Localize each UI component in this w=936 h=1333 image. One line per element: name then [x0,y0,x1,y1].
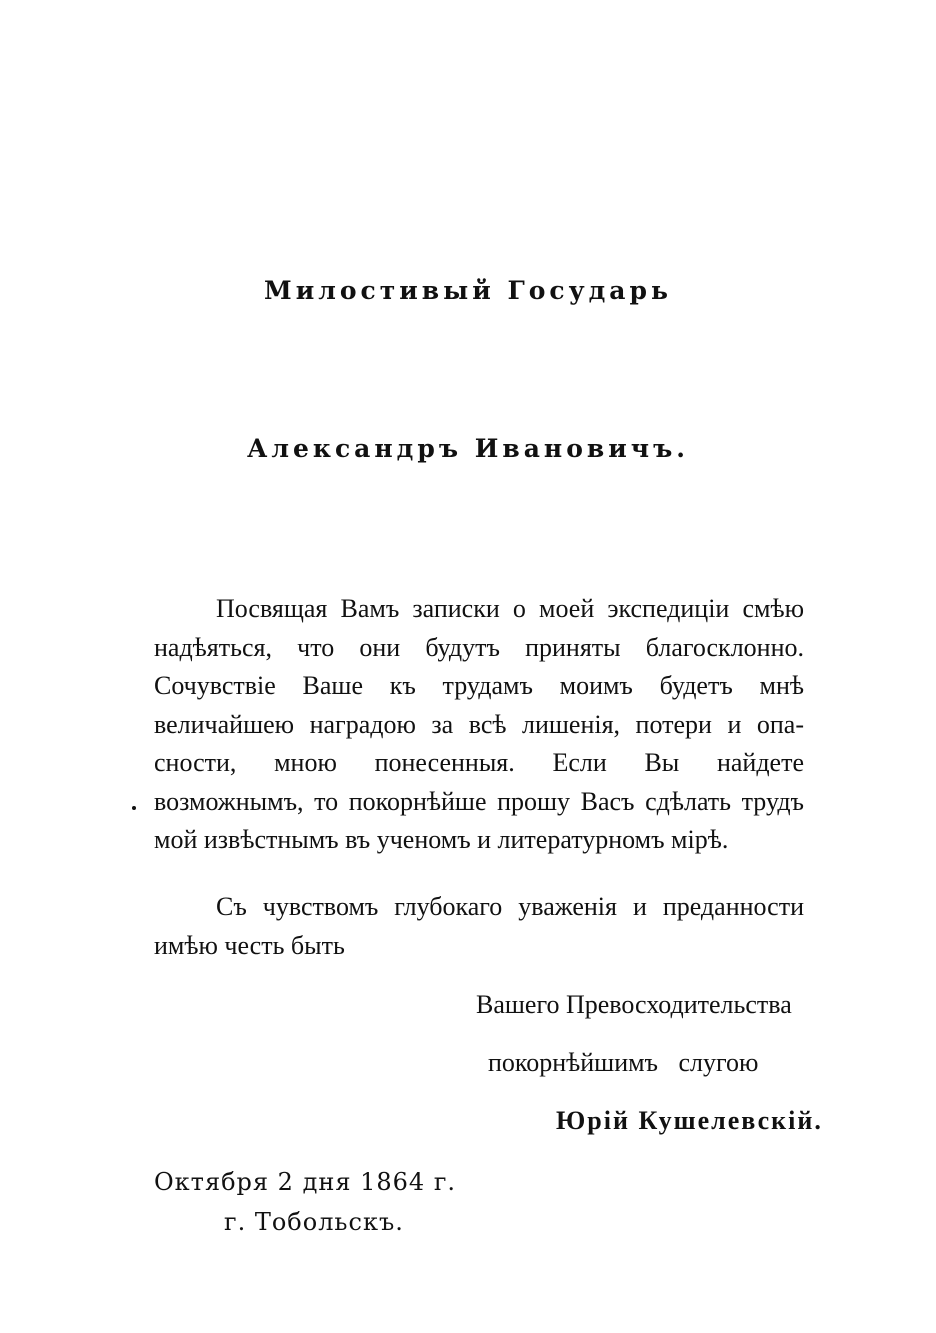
salutation-title: Милостивый Государь [264,276,672,305]
respect-paragraph [154,888,804,965]
closing-title: Вашего Превосходительства [476,990,792,1019]
signature: Юрій Кушелевскій. [556,1106,823,1135]
salutation-name: Александръ Ивановичъ. [247,434,689,463]
closing-servant: покорнѣйшимъ слугою [488,1048,759,1077]
dedication-paragraph [154,590,804,860]
print-speck [132,806,136,810]
date-line: Октября 2 дня 1864 г. [154,1168,457,1196]
respect-paragraph-text: Съ чувствомъ глубокаго уваженія и преданности имѣю честь быть [154,892,804,960]
place-line: г. Тобольскъ. [224,1208,404,1236]
dedication-paragraph-text: Посвящая Вамъ записки о моей экспедиціи смѣю надѣяться, что они будутъ приняты благосклонно. Сочувствіе Ваше къ трудамъ моимъ будетъ мнѣ величайшею наградою за всѣ лишенія, потери и опасности, мною понесенныя. Если Вы найдете возможнымъ, то покорнѣйше прошу Васъ сдѣлать трудъ мой извѣстнымъ въ ученомъ и литературномъ мірѣ. [154,594,804,854]
